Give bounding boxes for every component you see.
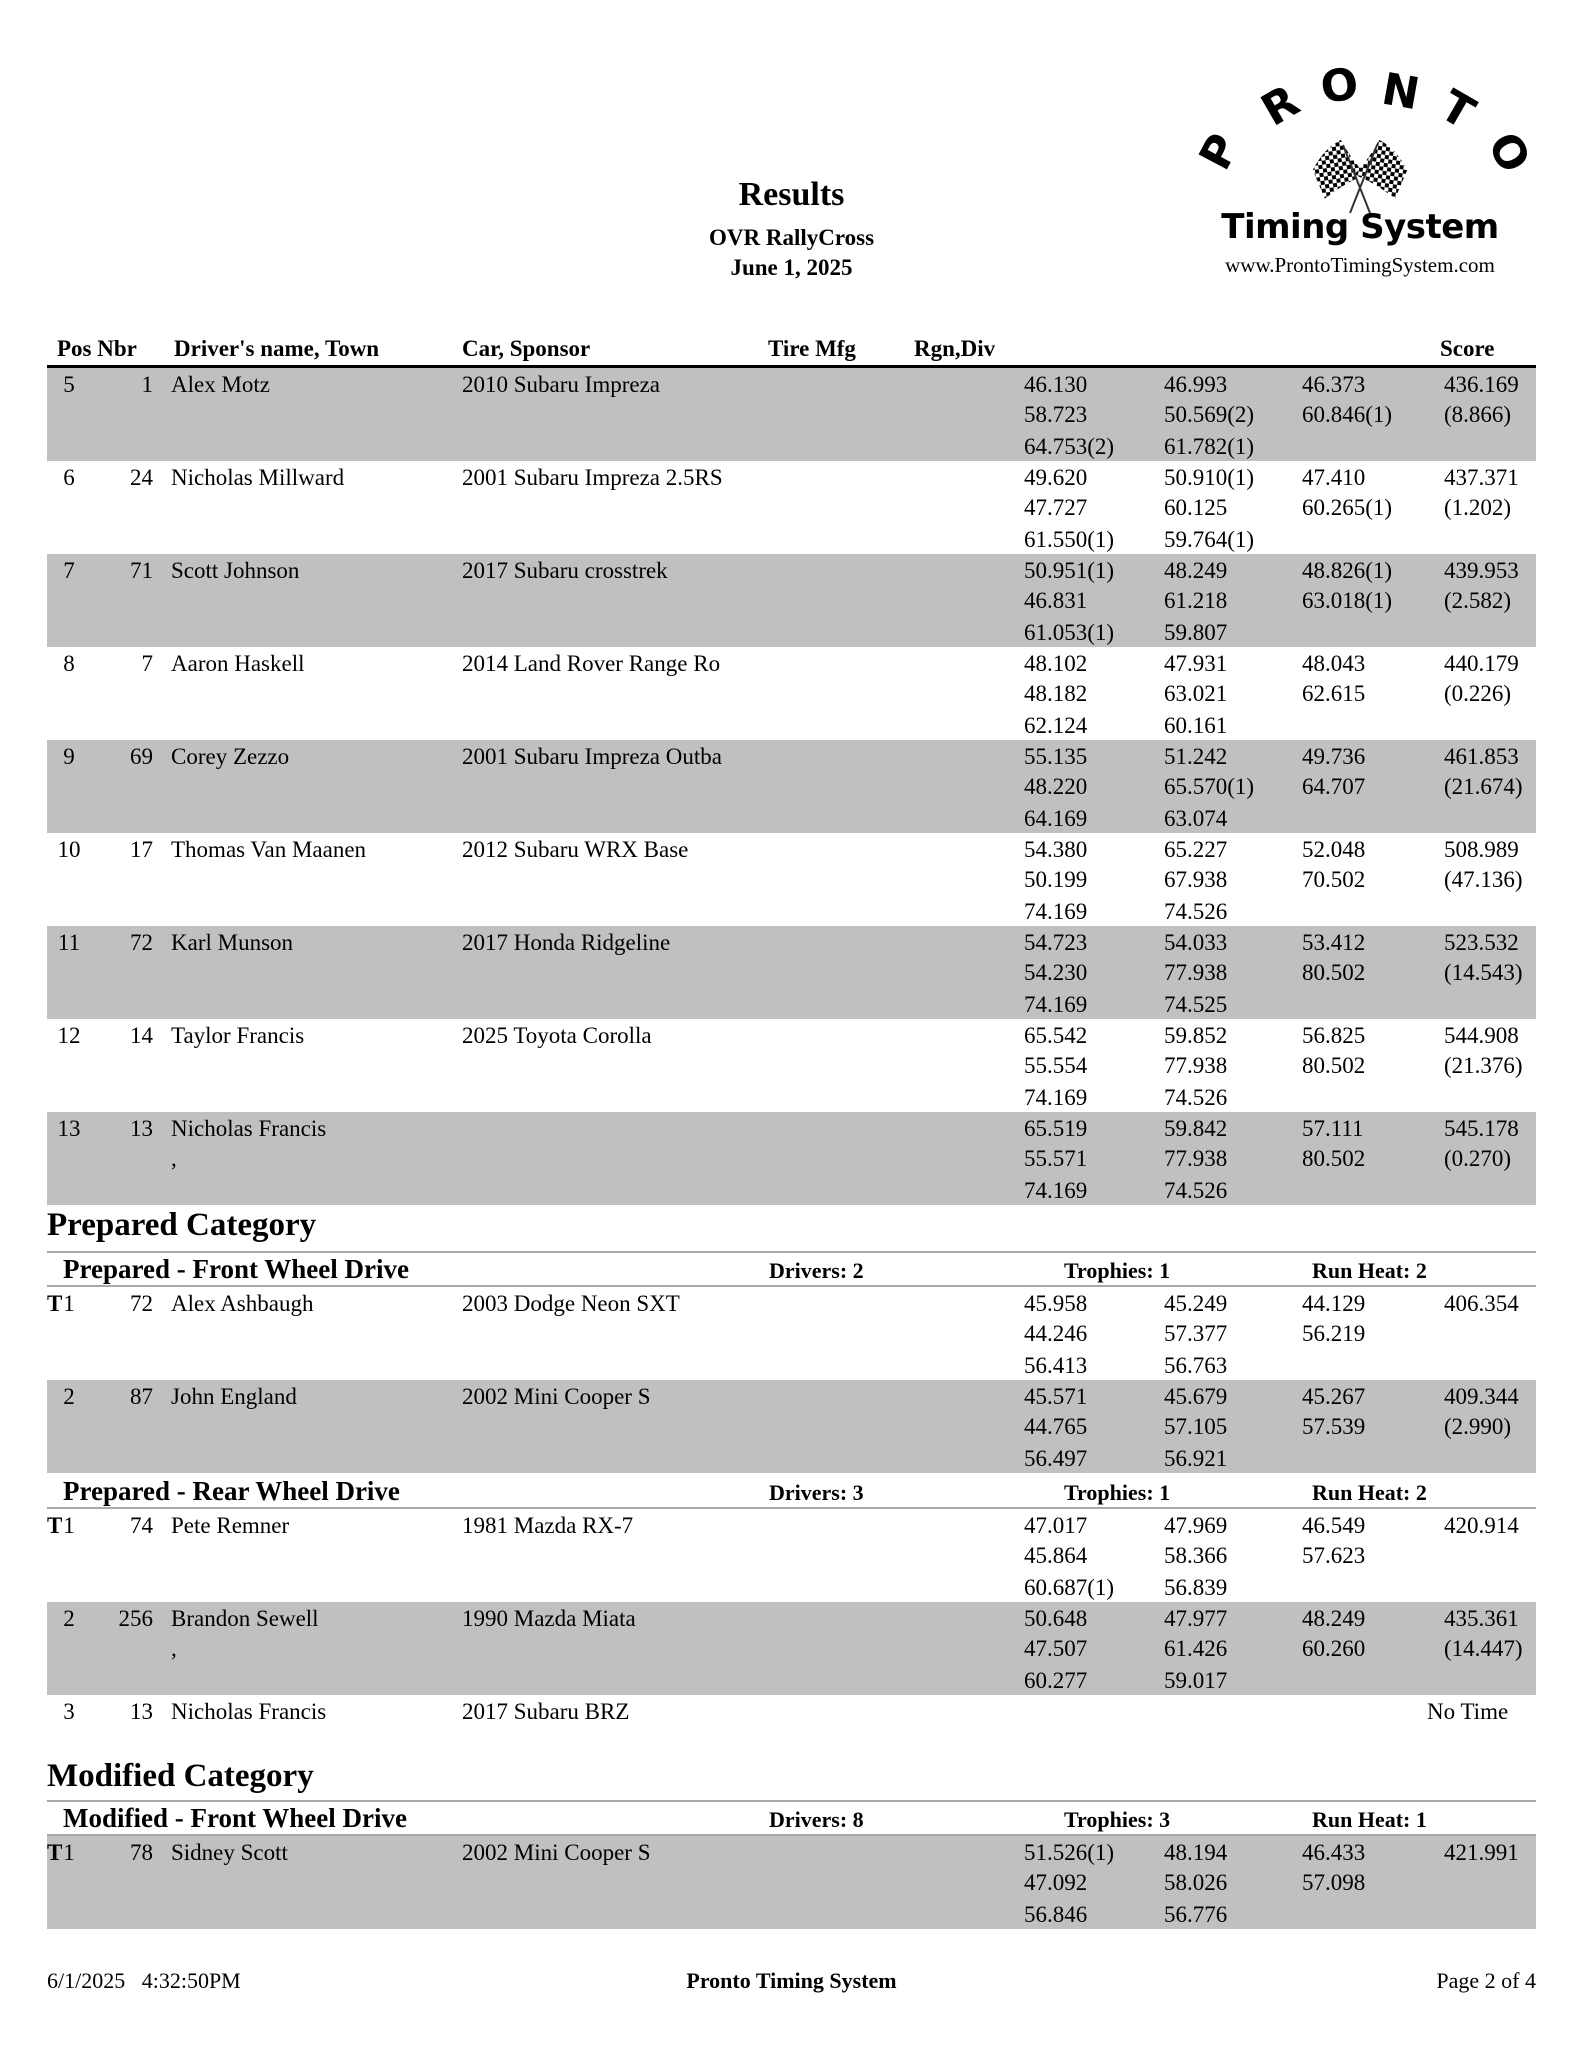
run-time: 60.161	[1164, 713, 1228, 738]
position: 1	[63, 1840, 75, 1865]
class-header	[47, 1803, 1536, 1835]
category-title: Modified Category	[47, 1758, 314, 1794]
driver-name: Aaron Haskell	[171, 651, 305, 676]
run-time: 57.623	[1302, 1543, 1366, 1568]
run-time: 52.048	[1302, 837, 1366, 862]
driver-name: John England	[171, 1384, 297, 1409]
table-row	[47, 1287, 1536, 1380]
class-name: Prepared - Rear Wheel Drive	[63, 1476, 400, 1506]
run-time: 67.938	[1164, 867, 1228, 892]
run-time: 48.194	[1164, 1840, 1228, 1865]
run-time: 59.764(1)	[1164, 527, 1255, 552]
car-sponsor: 2002 Mini Cooper S	[462, 1384, 651, 1409]
run-time: 61.053(1)	[1024, 620, 1115, 645]
run-time: 45.267	[1302, 1384, 1366, 1409]
run-time: 80.502	[1302, 960, 1366, 985]
run-time: 64.169	[1024, 806, 1088, 831]
run-time: 46.130	[1024, 372, 1088, 397]
run-time: 63.021	[1164, 681, 1228, 706]
car-number: 74	[130, 1513, 153, 1538]
car-sponsor: 2003 Dodge Neon SXT	[462, 1291, 680, 1316]
run-time: 47.410	[1302, 465, 1366, 490]
run-time: 46.433	[1302, 1840, 1366, 1865]
run-time: 45.958	[1024, 1291, 1088, 1316]
car-sponsor: 2017 Subaru BRZ	[462, 1699, 630, 1724]
run-time: 47.727	[1024, 495, 1088, 520]
run-time: 56.763	[1164, 1353, 1228, 1378]
run-time: 74.526	[1164, 1178, 1228, 1203]
run-time: 60.125	[1164, 495, 1228, 520]
run-time: 55.135	[1024, 744, 1088, 769]
logo-letter: O	[1477, 124, 1540, 182]
run-time: 54.230	[1024, 960, 1088, 985]
category-title: Prepared Category	[47, 1207, 317, 1243]
run-time: 77.938	[1164, 1146, 1228, 1171]
run-time: 48.102	[1024, 651, 1088, 676]
driver-name: Nicholas Francis	[171, 1116, 327, 1141]
table-row	[47, 1380, 1536, 1473]
trophy-marker: T	[47, 1840, 63, 1865]
event-name: OVR RallyCross	[708, 225, 875, 250]
car-number: 1	[141, 372, 153, 397]
car-sponsor: 2012 Subaru WRX Base	[462, 837, 689, 862]
run-time: 53.412	[1302, 930, 1366, 955]
car-sponsor: 2002 Mini Cooper S	[462, 1840, 651, 1865]
run-time: 57.377	[1164, 1321, 1228, 1346]
driver-name: Pete Remner	[171, 1513, 290, 1538]
car-sponsor: 2017 Subaru crosstrek	[462, 558, 668, 583]
run-time: 65.570(1)	[1164, 774, 1255, 799]
class-run-heat: Run Heat: 1	[1312, 1807, 1427, 1832]
logo-letter: P	[1189, 125, 1250, 179]
run-time: 45.249	[1164, 1291, 1228, 1316]
run-time: 64.707	[1302, 774, 1366, 799]
position: 12	[57, 1023, 81, 1048]
run-time: 56.219	[1302, 1321, 1366, 1346]
driver-town: ,	[171, 1636, 177, 1661]
run-time: 45.864	[1024, 1543, 1088, 1568]
class-drivers: Drivers: 8	[769, 1807, 864, 1832]
total-score: 409.344	[1444, 1384, 1519, 1409]
logo-letter: R	[1253, 75, 1308, 137]
run-time: 54.033	[1164, 930, 1228, 955]
position: 9	[63, 744, 75, 769]
position: 1	[63, 1291, 75, 1316]
run-time: 56.825	[1302, 1023, 1366, 1048]
table-row	[47, 1836, 1536, 1929]
run-time: 74.169	[1024, 992, 1088, 1017]
car-number: 72	[130, 1291, 153, 1316]
run-time: 47.931	[1164, 651, 1228, 676]
run-time: 64.753(2)	[1024, 434, 1115, 459]
car-number: 24	[130, 465, 153, 490]
run-time: 56.846	[1024, 1902, 1088, 1927]
run-time: 58.723	[1024, 402, 1088, 427]
run-time: 48.249	[1302, 1606, 1366, 1631]
score-gap: (14.543)	[1444, 960, 1523, 985]
category-rule	[47, 1800, 1536, 1802]
run-time: 48.182	[1024, 681, 1088, 706]
col-header-car: Car, Sponsor	[462, 336, 591, 361]
pronto-arc-lettering	[1189, 55, 1540, 215]
class-trophies: Trophies: 1	[1064, 1480, 1171, 1505]
footer-printed-timestamp: 6/1/2025 4:32:50PM	[47, 1968, 241, 1993]
table-row	[47, 461, 1536, 554]
run-time: 48.826(1)	[1302, 558, 1393, 583]
total-score: 545.178	[1444, 1116, 1519, 1141]
run-time: 60.687(1)	[1024, 1575, 1115, 1600]
run-time: 49.736	[1302, 744, 1366, 769]
run-time: 46.373	[1302, 372, 1366, 397]
driver-name: Brandon Sewell	[171, 1606, 319, 1631]
position: 3	[63, 1699, 75, 1724]
car-sponsor: 2017 Honda Ridgeline	[462, 930, 671, 955]
driver-name: Nicholas Millward	[171, 465, 345, 490]
score-gap: (47.136)	[1444, 867, 1523, 892]
car-sponsor: 2025 Toyota Corolla	[462, 1023, 652, 1048]
position: 2	[63, 1384, 75, 1409]
car-number: 72	[130, 930, 153, 955]
run-time: 44.246	[1024, 1321, 1088, 1346]
run-time: 45.571	[1024, 1384, 1088, 1409]
table-row	[47, 1509, 1536, 1602]
car-number: 7	[141, 651, 153, 676]
table-row	[47, 368, 1536, 461]
car-number: 13	[130, 1116, 153, 1141]
table-row	[47, 647, 1536, 740]
col-header-driver: Driver's name, Town	[174, 336, 380, 361]
run-time: 58.026	[1164, 1870, 1228, 1895]
run-time: 74.526	[1164, 899, 1228, 924]
run-time: 50.199	[1024, 867, 1088, 892]
run-time: 60.846(1)	[1302, 402, 1393, 427]
car-number: 13	[130, 1699, 153, 1724]
driver-name: Nicholas Francis	[171, 1699, 327, 1724]
driver-name: Karl Munson	[171, 930, 294, 955]
table-row	[47, 833, 1536, 926]
driver-name: Corey Zezzo	[171, 744, 290, 769]
run-time: 74.525	[1164, 992, 1228, 1017]
car-number: 71	[130, 558, 153, 583]
report-title: Results	[738, 176, 845, 213]
total-score: 420.914	[1444, 1513, 1519, 1538]
run-time: 55.571	[1024, 1146, 1088, 1171]
event-date: June 1, 2025	[730, 255, 853, 280]
table-row	[47, 926, 1536, 1019]
total-score: No Time	[1427, 1699, 1509, 1724]
checkered-flags-icon	[1309, 137, 1411, 213]
run-time: 47.017	[1024, 1513, 1088, 1538]
run-time: 44.765	[1024, 1414, 1088, 1439]
car-sponsor: 2001 Subaru Impreza Outba	[462, 744, 722, 769]
class-drivers: Drivers: 2	[769, 1258, 864, 1283]
run-time: 60.265(1)	[1302, 495, 1393, 520]
driver-town: ,	[171, 1146, 177, 1171]
run-time: 50.569(2)	[1164, 402, 1255, 427]
run-time: 55.554	[1024, 1053, 1088, 1078]
run-time: 50.648	[1024, 1606, 1088, 1631]
car-number: 78	[130, 1840, 153, 1865]
total-score: 523.532	[1444, 930, 1519, 955]
run-time: 46.993	[1164, 372, 1228, 397]
driver-name: Sidney Scott	[171, 1840, 288, 1865]
footer-page-number: Page 2 of 4	[1436, 1968, 1536, 1993]
position: 5	[63, 372, 75, 397]
logo-letter: O	[1317, 58, 1362, 114]
run-time: 57.105	[1164, 1414, 1228, 1439]
car-number: 14	[130, 1023, 153, 1048]
driver-name: Alex Motz	[171, 372, 271, 397]
run-time: 51.526(1)	[1024, 1840, 1115, 1865]
run-time: 62.124	[1024, 713, 1088, 738]
class-trophies: Trophies: 3	[1064, 1807, 1171, 1832]
run-time: 63.018(1)	[1302, 588, 1393, 613]
run-time: 80.502	[1302, 1146, 1366, 1171]
logo-letter: T	[1431, 80, 1483, 140]
run-time: 54.723	[1024, 930, 1088, 955]
car-sponsor: 1990 Mazda Miata	[462, 1606, 636, 1631]
run-time: 57.539	[1302, 1414, 1366, 1439]
run-time: 63.074	[1164, 806, 1228, 831]
run-time: 47.092	[1024, 1870, 1088, 1895]
car-number: 69	[130, 744, 153, 769]
run-time: 77.938	[1164, 960, 1228, 985]
total-score: 435.361	[1444, 1606, 1519, 1631]
position: 2	[63, 1606, 75, 1631]
run-time: 61.426	[1164, 1636, 1228, 1661]
position: 8	[63, 651, 75, 676]
run-time: 62.615	[1302, 681, 1366, 706]
car-sponsor: 2001 Subaru Impreza 2.5RS	[462, 465, 723, 490]
position: 13	[57, 1116, 81, 1141]
run-time: 57.111	[1302, 1116, 1364, 1141]
position: 7	[63, 558, 75, 583]
run-time: 61.218	[1164, 588, 1228, 613]
score-gap: (8.866)	[1444, 402, 1512, 427]
run-time: 59.842	[1164, 1116, 1228, 1141]
total-score: 421.991	[1444, 1840, 1519, 1865]
class-trophies: Trophies: 1	[1064, 1258, 1171, 1283]
run-time: 56.497	[1024, 1446, 1088, 1471]
run-time: 56.776	[1164, 1902, 1228, 1927]
table-row	[47, 1019, 1536, 1112]
run-time: 74.169	[1024, 1085, 1088, 1110]
class-run-heat: Run Heat: 2	[1312, 1480, 1427, 1505]
run-time: 46.831	[1024, 588, 1088, 613]
total-score: 406.354	[1444, 1291, 1519, 1316]
table-row	[47, 740, 1536, 833]
logo-tagline: Timing System	[1221, 207, 1499, 247]
run-time: 74.169	[1024, 899, 1088, 924]
total-score: 440.179	[1444, 651, 1519, 676]
driver-name: Scott Johnson	[171, 558, 300, 583]
position: 6	[63, 465, 75, 490]
run-time: 60.277	[1024, 1668, 1088, 1693]
run-time: 70.502	[1302, 867, 1366, 892]
class-name: Prepared - Front Wheel Drive	[63, 1254, 409, 1284]
position: 1	[63, 1513, 75, 1538]
run-time: 46.549	[1302, 1513, 1366, 1538]
run-time: 57.098	[1302, 1870, 1366, 1895]
run-time: 56.921	[1164, 1446, 1228, 1471]
driver-name: Alex Ashbaugh	[171, 1291, 314, 1316]
run-time: 51.242	[1164, 744, 1228, 769]
table-row	[47, 554, 1536, 647]
score-gap: (2.990)	[1444, 1414, 1512, 1439]
run-time: 48.220	[1024, 774, 1088, 799]
class-header	[47, 1476, 1536, 1508]
driver-name: Thomas Van Maanen	[171, 837, 367, 862]
run-time: 58.366	[1164, 1543, 1228, 1568]
run-time: 56.413	[1024, 1353, 1088, 1378]
run-time: 50.910(1)	[1164, 465, 1255, 490]
run-time: 65.227	[1164, 837, 1228, 862]
col-header-rgn: Rgn,Div	[914, 336, 996, 361]
score-gap: (21.376)	[1444, 1053, 1523, 1078]
run-time: 80.502	[1302, 1053, 1366, 1078]
score-gap: (2.582)	[1444, 588, 1512, 613]
run-time: 59.852	[1164, 1023, 1228, 1048]
score-gap: (21.674)	[1444, 774, 1523, 799]
run-time: 45.679	[1164, 1384, 1228, 1409]
footer-brand: Pronto Timing System	[686, 1968, 897, 1993]
run-time: 61.550(1)	[1024, 527, 1115, 552]
class-run-heat: Run Heat: 2	[1312, 1258, 1427, 1283]
run-time: 74.169	[1024, 1178, 1088, 1203]
score-gap: (0.270)	[1444, 1146, 1512, 1171]
total-score: 439.953	[1444, 558, 1519, 583]
car-sponsor: 2010 Subaru Impreza	[462, 372, 660, 397]
score-gap: (0.226)	[1444, 681, 1512, 706]
run-time: 74.526	[1164, 1085, 1228, 1110]
class-drivers: Drivers: 3	[769, 1480, 864, 1505]
run-time: 44.129	[1302, 1291, 1366, 1316]
table-row	[47, 1602, 1536, 1695]
run-time: 65.519	[1024, 1116, 1088, 1141]
logo-url[interactable]: www.ProntoTimingSystem.com	[1225, 253, 1495, 277]
total-score: 436.169	[1444, 372, 1519, 397]
car-sponsor: 1981 Mazda RX-7	[462, 1513, 634, 1538]
total-score: 544.908	[1444, 1023, 1519, 1048]
run-time: 47.969	[1164, 1513, 1228, 1538]
total-score: 508.989	[1444, 837, 1519, 862]
car-number: 256	[118, 1606, 153, 1631]
run-time: 54.380	[1024, 837, 1088, 862]
car-sponsor: 2014 Land Rover Range Ro	[462, 651, 721, 676]
col-header-pos-nbr: Pos Nbr	[57, 336, 137, 361]
run-time: 47.507	[1024, 1636, 1088, 1661]
category-rule	[47, 1251, 1536, 1253]
run-time: 48.043	[1302, 651, 1366, 676]
table-row	[47, 1695, 1536, 1733]
driver-name: Taylor Francis	[171, 1023, 305, 1048]
position: 10	[57, 837, 81, 862]
run-time: 47.977	[1164, 1606, 1228, 1631]
total-score: 461.853	[1444, 744, 1519, 769]
col-header-score: Score	[1440, 336, 1495, 361]
car-number: 17	[130, 837, 153, 862]
col-header-tire: Tire Mfg	[768, 336, 856, 361]
trophy-marker: T	[47, 1513, 63, 1538]
class-header	[47, 1254, 1536, 1286]
table-row	[47, 1112, 1536, 1205]
logo-letter: N	[1378, 63, 1424, 121]
pronto-logo	[1189, 55, 1540, 290]
class-name: Modified - Front Wheel Drive	[63, 1803, 407, 1833]
position: 11	[57, 930, 81, 955]
run-time: 59.807	[1164, 620, 1228, 645]
score-gap: (14.447)	[1444, 1636, 1523, 1661]
trophy-marker: T	[47, 1291, 63, 1316]
run-time: 48.249	[1164, 558, 1228, 583]
run-time: 50.951(1)	[1024, 558, 1115, 583]
score-gap: (1.202)	[1444, 495, 1512, 520]
run-time: 61.782(1)	[1164, 434, 1255, 459]
run-time: 59.017	[1164, 1668, 1228, 1693]
run-time: 60.260	[1302, 1636, 1366, 1661]
run-time: 56.839	[1164, 1575, 1228, 1600]
car-number: 87	[130, 1384, 153, 1409]
total-score: 437.371	[1444, 465, 1519, 490]
run-time: 65.542	[1024, 1023, 1088, 1048]
run-time: 49.620	[1024, 465, 1088, 490]
run-time: 77.938	[1164, 1053, 1228, 1078]
